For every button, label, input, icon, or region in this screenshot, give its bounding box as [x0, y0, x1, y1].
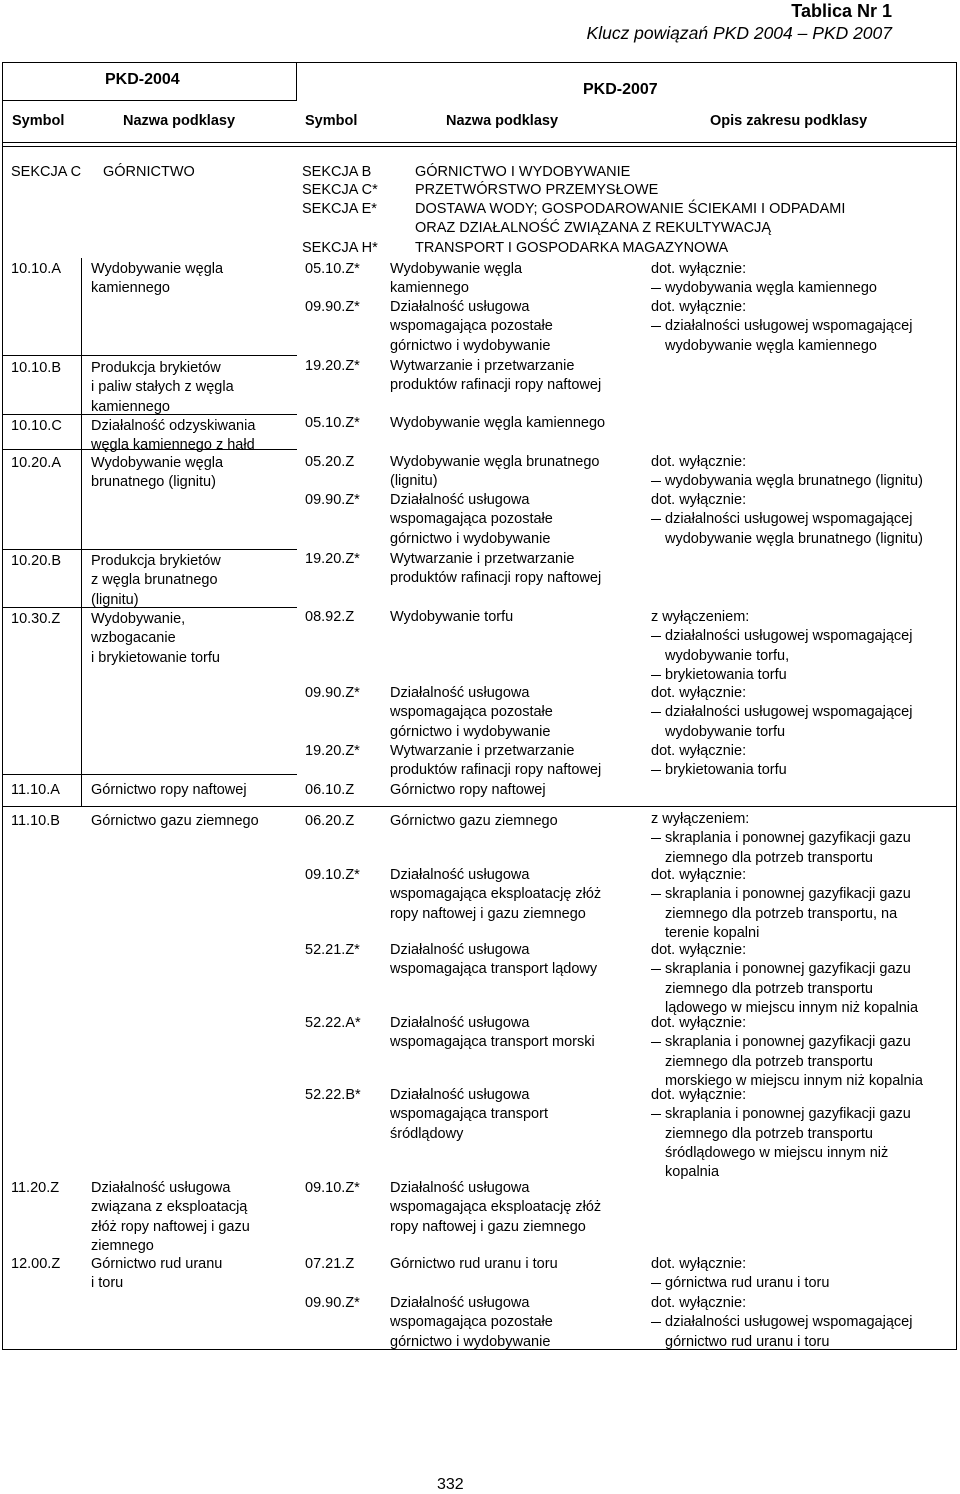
scope-note-heading: dot. wyłącznie:: [651, 685, 747, 701]
pkd-2004-code: 10.10.A: [11, 261, 61, 277]
pkd-2007-code: 05.20.Z: [305, 454, 355, 470]
symbol-2004-header: Symbol: [12, 113, 65, 129]
scope-note-heading: dot. wyłącznie:: [651, 1015, 747, 1031]
pkd-2004-name-line: Wydobywanie węgla: [91, 455, 224, 471]
pkd-2007-name-line: Wydobywanie węgla brunatnego: [390, 454, 600, 470]
pkd-2007-name-line: Wytwarzanie i przetwarzanie: [390, 358, 575, 374]
pkd-2007-name-line: Działalność usługowa: [390, 1295, 530, 1311]
pkd-2007-code: 09.90.Z*: [305, 1295, 360, 1311]
scope-note-item-cont: wydobywanie torfu,: [665, 647, 790, 664]
pkd-2007-code: 09.90.Z*: [305, 685, 360, 701]
pkd-2007-name-line: Działalność usługowa: [390, 942, 530, 958]
scope-header: Opis zakresu podklasy: [710, 113, 868, 129]
pkd-2007-name-line: wspomagająca eksploatację złóż: [390, 886, 602, 903]
pkd-2004-code: 10.20.A: [11, 455, 61, 471]
scope-note-item-cont: ziemnego dla potrzeb transportu: [665, 1053, 873, 1070]
section-code-2007: SEKCJA H*: [302, 240, 378, 256]
pkd-2004-code: 12.00.Z: [11, 1256, 61, 1272]
scope-note-heading: dot. wyłącznie:: [651, 299, 747, 315]
pkd-2007-code: 09.90.Z*: [305, 299, 360, 315]
pkd-2007-name-line: produktów rafinacji ropy naftowej: [390, 570, 602, 587]
pkd-2004-name-line: ziemnego: [91, 1237, 154, 1254]
pkd-2004-code: 11.10.A: [11, 782, 60, 798]
page-number: 332: [437, 1476, 464, 1493]
pkd-2007-name-line: Działalność usługowa: [390, 1180, 530, 1196]
pkd-2004-name-line: Działalność odzyskiwania: [91, 418, 256, 434]
scope-note-heading: dot. wyłącznie:: [651, 942, 747, 958]
scope-note-item-cont: morskiego w miejscu innym niż kopalnia: [665, 1072, 923, 1089]
pkd-2007-code: 06.10.Z: [305, 782, 355, 798]
scope-note-item: działalności usługowej wspomagającej: [651, 1313, 912, 1332]
pkd-2007-name-line: ropy naftowej i gazu ziemnego: [390, 905, 586, 922]
pkd-2007-code: 19.20.Z*: [305, 743, 360, 759]
scope-note-item: górnictwa rud uranu i toru: [651, 1274, 829, 1293]
pkd-2007-name-line: wspomagająca transport: [390, 1106, 548, 1123]
pkd-2007-code: 09.10.Z*: [305, 1180, 360, 1196]
scope-note-item: skraplania i ponownej gazyfikacji gazu: [651, 1105, 911, 1124]
scope-note-heading: dot. wyłącznie:: [651, 261, 747, 277]
pkd-2004-name-line: Górnictwo gazu ziemnego: [91, 813, 259, 829]
pkd-2007-name-line: Działalność usługowa: [390, 685, 530, 701]
pkd-2004-name-line: wzbogacanie: [91, 630, 176, 647]
scope-note-heading: dot. wyłącznie:: [651, 1295, 747, 1311]
name-2004-header: Nazwa podklasy: [123, 113, 236, 129]
pkd-2004-name-line: Wydobywanie węgla: [91, 261, 224, 277]
pkd-2007-code: 09.10.Z*: [305, 867, 360, 883]
section-name-2007: GÓRNICTWO I WYDOBYWANIE: [415, 164, 631, 180]
pkd-2007-name-line: wspomagająca eksploatację złóż: [390, 1199, 602, 1216]
scope-note-item: działalności usługowej wspomagającej: [651, 317, 912, 336]
pkd-2007-name-line: Działalność usługowa: [390, 1087, 530, 1103]
pkd-2004-name-line: i brykietowanie torfu: [91, 649, 220, 666]
pkd-2007-name-line: produktów rafinacji ropy naftowej: [390, 762, 602, 779]
section-code-2004: SEKCJA C: [11, 164, 82, 180]
pkd-2007-name-line: górnictwo i wydobywanie: [390, 337, 551, 354]
scope-note-item-cont: wydobywanie węgla kamiennego: [665, 337, 877, 354]
pkd-2004-code: 10.10.B: [11, 360, 61, 376]
scope-note-heading: z wyłączeniem:: [651, 811, 750, 827]
scope-note-heading: dot. wyłącznie:: [651, 867, 747, 883]
scope-note-item: działalności usługowej wspomagającej: [651, 510, 912, 529]
scope-note-item: działalności usługowej wspomagającej: [651, 627, 912, 646]
pkd-2007-code: 05.10.Z*: [305, 261, 360, 277]
scope-note-item-cont: ziemnego dla potrzeb transportu: [665, 849, 873, 866]
pkd-2007-name-line: Wydobywanie węgla: [390, 261, 523, 277]
scope-note-item-cont: śródlądowego w miejscu innym niż: [665, 1144, 889, 1161]
pkd-2007-name-line: wspomagająca pozostałe: [390, 704, 553, 721]
scope-note-item-cont: ziemnego dla potrzeb transportu: [665, 1125, 873, 1142]
pkd-2007-name-line: Górnictwo rud uranu i toru: [390, 1256, 558, 1272]
scope-note-item-cont: lądowego w miejscu innym niż kopalnia: [665, 999, 919, 1016]
pkd-2007-code: 52.22.A*: [305, 1015, 361, 1031]
pkd-2007-name-line: Działalność usługowa: [390, 492, 530, 508]
pkd-2007-code: 52.21.Z*: [305, 942, 360, 958]
section-name-2007-cont: ORAZ DZIAŁALNOŚĆ ZWIĄZANA Z REKULTYWACJĄ: [415, 220, 772, 236]
section-name-2004: GÓRNICTWO: [103, 164, 195, 180]
pkd-2004-code: 11.10.B: [11, 813, 60, 829]
pkd-2007-name-line: Wydobywanie torfu: [390, 609, 514, 625]
pkd-2004-name-line: Produkcja brykietów: [91, 553, 221, 569]
pkd-2007-code: 19.20.Z*: [305, 358, 360, 374]
pkd-2007-name-line: Działalność usługowa: [390, 1015, 530, 1031]
scope-note-item-cont: wydobywanie torfu: [665, 723, 786, 740]
scope-note-item-cont: terenie kopalni: [665, 924, 760, 941]
pkd-2007-name-line: wspomagająca pozostałe: [390, 511, 553, 528]
pkd-2004-code: 11.20.Z: [11, 1180, 60, 1196]
pkd-2007-code: 05.10.Z*: [305, 415, 360, 431]
section-code-2007: SEKCJA E*: [302, 201, 377, 217]
table-subtitle: Klucz powiązań PKD 2004 – PKD 2007: [586, 23, 892, 43]
section-code-2007: SEKCJA C*: [302, 182, 378, 198]
section-name-2007: DOSTAWA WODY; GOSPODAROWANIE ŚCIEKAMI I ODPADAMI: [415, 201, 846, 217]
pkd-2004-name-line: Górnictwo rud uranu: [91, 1256, 223, 1272]
pkd-2004-name-line: kamiennego: [91, 280, 170, 297]
scope-note-item: skraplania i ponownej gazyfikacji gazu: [651, 885, 911, 904]
pkd-2007-name-line: Górnictwo gazu ziemnego: [390, 813, 558, 829]
pkd-2004-name-line: węgla kamiennego z hałd: [91, 437, 255, 454]
pkd-2007-name-line: Górnictwo ropy naftowej: [390, 782, 546, 798]
pkd-2004-name-line: i toru: [91, 1275, 124, 1292]
pkd-2004-name-line: Produkcja brykietów: [91, 360, 221, 376]
pkd-2004-code: 10.30.Z: [11, 611, 61, 627]
scope-note-item: wydobywania węgla brunatnego (lignitu): [651, 472, 923, 491]
pkd-2007-code: 06.20.Z: [305, 813, 355, 829]
pkd-2007-name-line: Wytwarzanie i przetwarzanie: [390, 743, 575, 759]
pkd-2004-name-line: kamiennego: [91, 398, 170, 415]
pkd-2007-name-line: wspomagająca pozostałe: [390, 1314, 553, 1331]
scope-note-item: skraplania i ponownej gazyfikacji gazu: [651, 1033, 911, 1052]
pkd-2007-code: 07.21.Z: [305, 1256, 355, 1272]
pkd-2004-name-line: i paliw stałych z węgla: [91, 379, 234, 396]
scope-note-heading: dot. wyłącznie:: [651, 492, 747, 508]
pkd-2007-name-line: produktów rafinacji ropy naftowej: [390, 377, 602, 394]
scope-note-item: skraplania i ponownej gazyfikacji gazu: [651, 829, 911, 848]
scope-note-item: działalności usługowej wspomagającej: [651, 703, 912, 722]
section-name-2007: TRANSPORT I GOSPODARKA MAGAZYNOWA: [415, 240, 729, 256]
scope-note-heading: dot. wyłącznie:: [651, 743, 747, 759]
pkd-2004-name-line: Górnictwo ropy naftowej: [91, 782, 247, 798]
pkd-2007-name-line: wspomagająca pozostałe: [390, 318, 553, 335]
pkd-2004-name-line: złóż ropy naftowej i gazu: [91, 1218, 250, 1235]
pkd-2004-name-line: Wydobywanie,: [91, 611, 186, 627]
scope-note-heading: dot. wyłącznie:: [651, 1256, 747, 1272]
pkd-2007-code: 09.90.Z*: [305, 492, 360, 508]
pkd-2007-code: 52.22.B*: [305, 1087, 361, 1103]
pkd-2004-name-line: Działalność usługowa: [91, 1180, 231, 1196]
pkd-2007-name-line: Wydobywanie węgla kamiennego: [390, 415, 606, 431]
pkd-2004-group-header: PKD-2004: [105, 71, 180, 88]
pkd-2007-name-line: Działalność usługowa: [390, 867, 530, 883]
pkd-2007-name-line: górnictwo i wydobywanie: [390, 1333, 551, 1350]
name-2007-header: Nazwa podklasy: [446, 113, 559, 129]
pkd-2004-code: 10.10.C: [11, 418, 62, 434]
scope-note-heading: dot. wyłącznie:: [651, 1087, 747, 1103]
scope-note-item-cont: kopalnia: [665, 1164, 720, 1181]
pkd-2007-code: 19.20.Z*: [305, 551, 360, 567]
pkd-2007-code: 08.92.Z: [305, 609, 355, 625]
pkd-2007-name-line: górnictwo i wydobywanie: [390, 530, 551, 547]
pkd-2007-name-line: kamiennego: [390, 280, 469, 297]
pkd-2004-name-line: z węgla brunatnego: [91, 572, 218, 589]
section-name-2007: PRZETWÓRSTWO PRZEMYSŁOWE: [415, 182, 659, 198]
table-number: Tablica Nr 1: [791, 1, 892, 21]
pkd-2004-name-line: (lignitu): [91, 591, 139, 608]
pkd-2007-name-line: (lignitu): [390, 473, 438, 490]
pkd-2007-name-line: wspomagająca transport morski: [390, 1034, 595, 1051]
pkd-2007-name-line: Działalność usługowa: [390, 299, 530, 315]
pkd-2004-name-line: związana z eksploatacją: [91, 1199, 248, 1216]
scope-note-heading: z wyłączeniem:: [651, 609, 750, 625]
pkd-2007-name-line: śródlądowy: [390, 1125, 464, 1142]
scope-note-item: brykietowania torfu: [651, 761, 787, 780]
pkd-2007-name-line: ropy naftowej i gazu ziemnego: [390, 1218, 586, 1235]
scope-note-item-cont: ziemnego dla potrzeb transportu: [665, 980, 873, 997]
pkd-2004-code: 10.20.B: [11, 553, 61, 569]
pkd-2007-name-line: wspomagająca transport lądowy: [390, 961, 598, 978]
pkd-2007-name-line: Wytwarzanie i przetwarzanie: [390, 551, 575, 567]
pkd-2007-group-header: PKD-2007: [583, 81, 658, 98]
scope-note-item: brykietowania torfu: [651, 666, 787, 685]
scope-note-item: skraplania i ponownej gazyfikacji gazu: [651, 960, 911, 979]
scope-note-item-cont: ziemnego dla potrzeb transportu, na: [665, 905, 898, 922]
pkd-2004-name-line: brunatnego (lignitu): [91, 474, 216, 491]
scope-note-item: wydobywania węgla kamiennego: [651, 279, 877, 298]
symbol-2007-header: Symbol: [305, 113, 358, 129]
scope-note-heading: dot. wyłącznie:: [651, 454, 747, 470]
scope-note-item-cont: górnictwo rud uranu i toru: [665, 1333, 830, 1350]
section-code-2007: SEKCJA B: [302, 164, 372, 180]
scope-note-item-cont: wydobywanie węgla brunatnego (lignitu): [665, 530, 923, 547]
pkd-2007-name-line: górnictwo i wydobywanie: [390, 723, 551, 740]
